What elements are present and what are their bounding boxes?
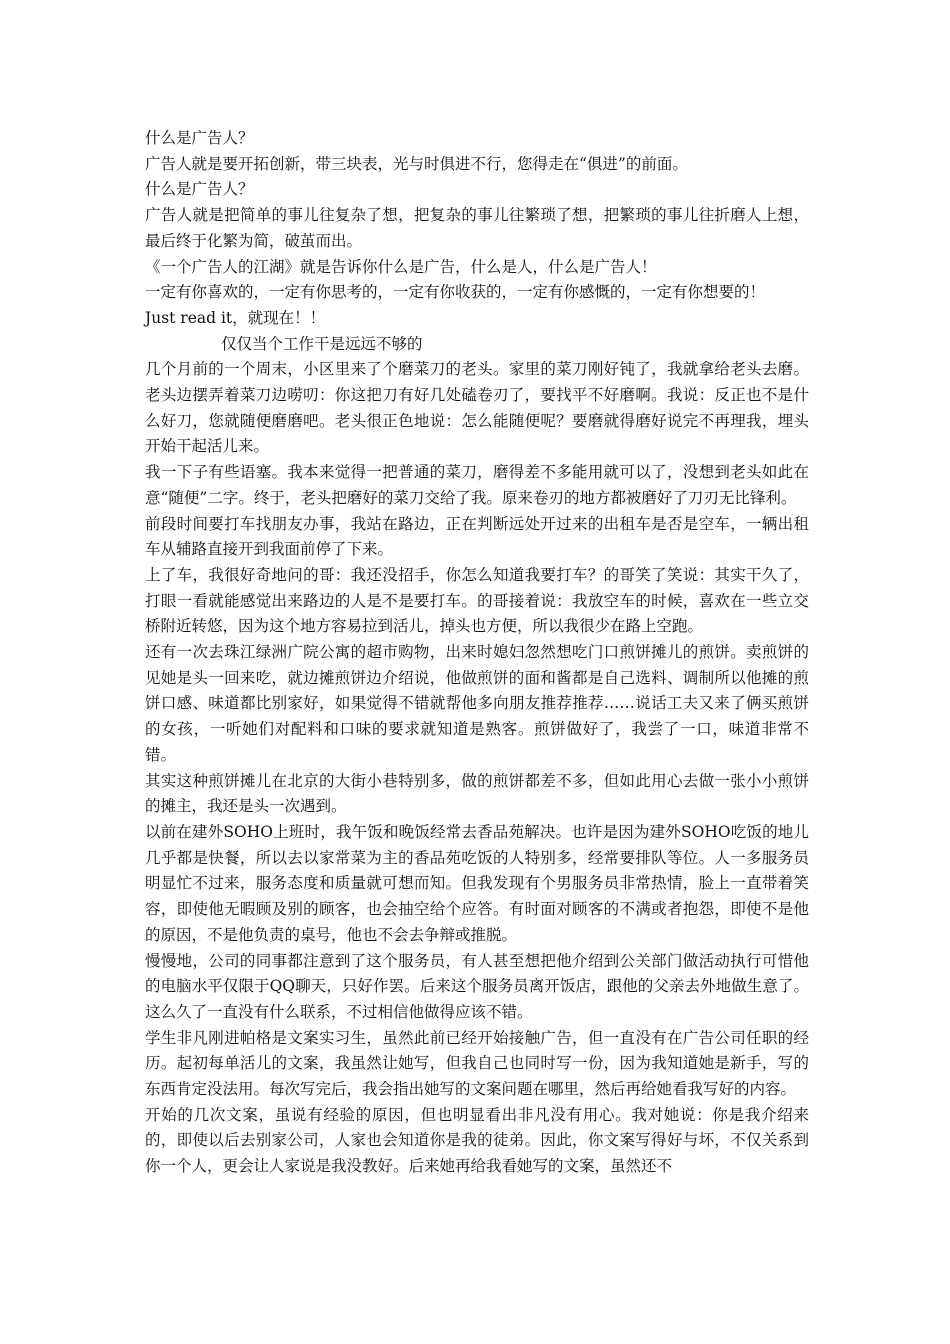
paragraph: 广告人就是要开拓创新，带三块表，光与时俱进不行，您得走在“俱进”的前面。 [145, 154, 688, 173]
paragraph: 《一个广告人的江湖》就是告诉你什么是广告，什么是人，什么是广告人！ [145, 257, 657, 276]
paragraph: 以前在建外SOHO上班时，我午饭和晚饭经常去香品苑解决。也许是因为建外SOHO吃饭的地儿几乎都是快餐，所以去以家常菜为主的香品苑吃饭的人特别多，经常要排队等位。人一多服务员明显忙不过来，服务态度和质量就可想而知。但我发现有个男服务员非常热情，脸上一直带着笑容，即使他无暇顾及别的顾客，也会抽空给个应答。有时面对顾客的不满或者抱怨，即使不是他的原因，不是他负责的桌号，他也不会去争辩或推脱。 [145, 822, 809, 944]
paragraph: Just read it，就现在！！ [145, 308, 326, 327]
document-body [145, 126, 809, 1180]
paragraph: 上了车，我很好奇地问的哥：我还没招手，你怎么知道我要打车？的哥笑了笑说：其实干久了，打眼一看就能感觉出来路边的人是不是要打车。的哥接着说：我放空车的时候，喜欢在一些立交桥附近转悠，因为这个地方容易拉到活儿，掉头也方便，所以我很少在路上空跑。 [145, 565, 809, 636]
paragraph: 什么是广告人？ [145, 180, 254, 199]
paragraph: 前段时间要打车找朋友办事，我站在路边，正在判断远处开过来的出租车是否是空车，一辆出租车从辅路直接开到我面前停了下来。 [145, 514, 809, 559]
paragraph: 几个月前的一个周末，小区里来了个磨菜刀的老头。家里的菜刀刚好钝了，我就拿给老头去磨。老头边摆弄着菜刀边唠叨：你这把刀有好几处磕卷刃了，要找平不好磨啊。我说：反正也不是什么好刀，您就随便磨磨吧。老头很正色地说：怎么能随便呢？要磨就得磨好说完不再理我，埋头开始干起活儿来。 [145, 360, 809, 456]
paragraph: 广告人就是把简单的事儿往复杂了想，把复杂的事儿往繁琐了想，把繁琐的事儿往折磨人上想，最后终于化繁为简，破茧而出。 [145, 206, 809, 250]
paragraph: 什么是广告人？ [145, 129, 254, 147]
paragraph: 一定有你喜欢的，一定有你思考的，一定有你收获的，一定有你感慨的，一定有你想要的！ [145, 283, 766, 302]
paragraph: 学生非凡刚进帕格是文案实习生，虽然此前已经开始接触广告，但一直没有在广告公司任职的经历。起初每单活儿的文案，我虽然让她写，但我自己也同时写一份，因为我知道她是新手，写的东西肯定没法用。每次写完后，我会指出她写的文案问题在哪里，然后再给她看我写好的内容。 [145, 1028, 809, 1099]
paragraph: 我一下子有些语塞。我本来觉得一把普通的菜刀，磨得差不多能用就可以了，没想到老头如此在意“随便”二字。终于，老头把磨好的菜刀交给了我。原来卷刃的地方都被磨好了刀刃无比锋利。 [145, 463, 809, 507]
section-heading: 仅仅当个工作干是远远不够的 [221, 334, 423, 353]
paragraph: 还有一次去珠江绿洲广院公寓的超市购物，出来时媳妇忽然想吃门口煎饼摊儿的煎饼。卖煎饼的见她是头一回来吃，就边摊煎饼边介绍说，他做煎饼的面和酱都是自己选料、调制所以他摊的煎饼口感、味道都比别家好，如果觉得不错就帮他多向朋友推荐推荐……说话工夫又来了俩买煎饼的女孩，一听她们对配料和口味的要求就知道是熟客。煎饼做好了，我尝了一口，味道非常不错。 [145, 643, 809, 764]
paragraph: 其实这种煎饼摊儿在北京的大街小巷特别多，做的煎饼都差不多，但如此用心去做一张小小煎饼的摊主，我还是头一次遇到。 [145, 771, 809, 816]
paragraph: 开始的几次文案，虽说有经验的原因，但也明显看出非凡没有用心。我对她说：你是我介绍来的，即使以后去别家公司，人家也会知道你是我的徒弟。因此，你文案写得好与坏，不仅关系到你一个人，更会让人家说是我没教好。后来她再给我看她写的文案，虽然还不 [145, 1105, 809, 1176]
paragraph: 慢慢地，公司的同事都注意到了这个服务员，有人甚至想把他介绍到公关部门做活动执行可惜他的电脑水平仅限于QQ聊天，只好作罢。后来这个服务员离开饭店，跟他的父亲去外地做生意了。这么久了一直没有什么联系，不过相信他做得应该不错。 [145, 951, 809, 1021]
